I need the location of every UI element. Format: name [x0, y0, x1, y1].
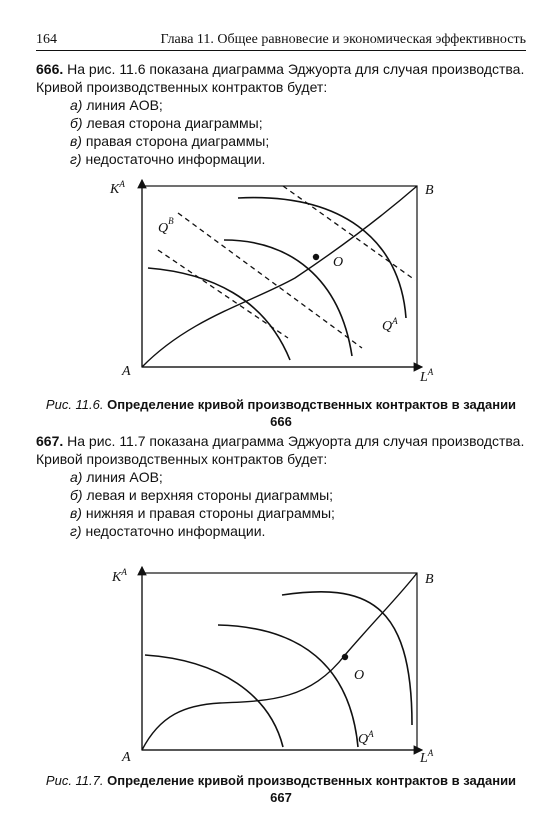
origin-b-label: B	[425, 183, 434, 198]
problem-statement	[36, 60, 526, 96]
caption-number: Рис. 11.6.	[45, 397, 104, 412]
isoquant-qa-label: $Q^A$	[382, 316, 398, 334]
page-number: 164	[36, 32, 57, 47]
running-header	[36, 28, 526, 50]
problem-statement	[36, 432, 526, 468]
problem-number: 667.	[36, 433, 64, 449]
option-letter: г)	[70, 151, 82, 167]
option-d	[70, 150, 526, 168]
origin-a-label: A	[122, 750, 131, 765]
option-c	[70, 504, 526, 522]
option-d	[70, 522, 526, 540]
caption-number: Рис. 11.7.	[45, 773, 104, 788]
figure-11-6	[100, 178, 460, 390]
isoquant-b-3	[283, 186, 415, 280]
caption-text: Определение кривой производственных контрактов в задании 666	[107, 397, 517, 429]
isoquant-a-2	[218, 625, 358, 747]
option-text: нижняя и правая стороны диаграммы;	[85, 505, 335, 521]
figure-11-7	[100, 565, 460, 775]
option-text: левая и верхняя стороны диаграммы;	[86, 487, 334, 503]
k-axis-label: $K^A$	[110, 179, 125, 197]
k-axis-label: $K^A$	[112, 567, 127, 585]
option-letter: в)	[70, 505, 82, 521]
edgeworth-diagram	[100, 565, 460, 775]
answer-options	[36, 468, 526, 540]
isoquant-a-1	[145, 655, 283, 747]
point-o	[342, 654, 348, 660]
origin-b-label: B	[425, 572, 434, 587]
l-axis-label: $L^A$	[420, 367, 434, 385]
problem-667	[36, 432, 526, 540]
origin-a-label: A	[122, 364, 131, 379]
l-axis-label: $L^A$	[420, 748, 434, 766]
option-letter: в)	[70, 133, 82, 149]
edgeworth-diagram	[100, 178, 460, 390]
answer-options	[36, 96, 526, 168]
option-text: линия AOB;	[86, 469, 163, 485]
option-letter: б)	[70, 115, 83, 131]
problem-number: 666.	[36, 61, 64, 77]
isoquant-b-1	[158, 250, 288, 338]
option-a	[70, 468, 526, 486]
header-rule	[36, 50, 526, 51]
chapter-title: Глава 11. Общее равновесие и экономическая эффективность	[160, 32, 526, 47]
caption-text: Определение кривой производственных контрактов в задании 667	[107, 773, 517, 805]
option-b	[70, 486, 526, 504]
figure-caption-11-6	[36, 396, 526, 430]
option-text: левая сторона диаграммы;	[86, 115, 263, 131]
option-letter: а)	[70, 97, 83, 113]
point-o	[313, 254, 319, 260]
option-letter: б)	[70, 487, 83, 503]
problem-text: На рис. 11.6 показана диаграмма Эджуорта для случая производства. Кривой производственных контрактов будет:	[36, 61, 525, 95]
contract-line-aob	[142, 573, 417, 750]
point-o-label: O	[333, 255, 344, 270]
option-b	[70, 114, 526, 132]
option-text: линия AOB;	[86, 97, 163, 113]
option-letter: г)	[70, 523, 82, 539]
point-o-label: O	[354, 668, 365, 683]
option-text: недостаточно информации.	[85, 151, 266, 167]
box-frame	[142, 573, 417, 750]
problem-text: На рис. 11.7 показана диаграмма Эджуорта для случая производства. Кривой производственных контрактов будет:	[36, 433, 525, 467]
isoquant-qa-label: $Q^A$	[358, 729, 374, 747]
option-text: правая сторона диаграммы;	[85, 133, 270, 149]
problem-666	[36, 60, 526, 168]
option-text: недостаточно информации.	[85, 523, 266, 539]
figure-caption-11-7	[36, 772, 526, 806]
option-c	[70, 132, 526, 150]
isoquant-qb-label: $Q^B$	[158, 216, 174, 236]
option-letter: а)	[70, 469, 83, 485]
option-a	[70, 96, 526, 114]
